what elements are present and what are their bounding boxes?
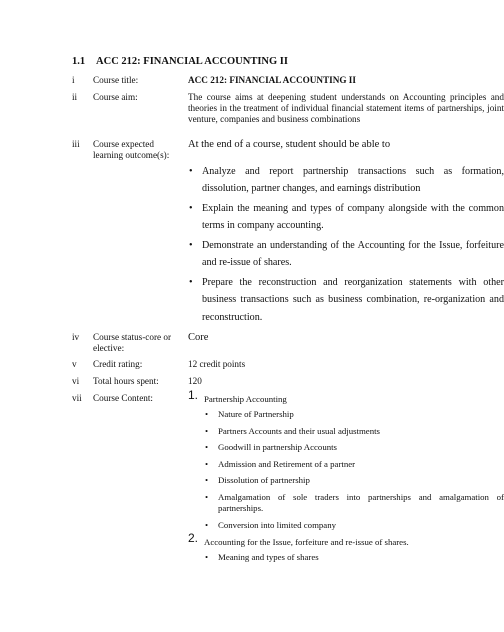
- row-label: Credit rating:: [93, 359, 143, 369]
- row-label: Course aim:: [93, 92, 138, 102]
- total-hours-value: 120: [188, 376, 202, 386]
- row-number: vi: [72, 376, 80, 386]
- section-title: ACC 212: FINANCIAL ACCOUNTING II: [96, 56, 288, 67]
- content-item-title: Partnership Accounting: [204, 394, 287, 404]
- credit-rating-value: 12 credit points: [188, 359, 246, 369]
- row-number: v: [72, 359, 77, 369]
- content-item-number: 1.: [188, 388, 199, 402]
- row-label: Course title:: [93, 75, 139, 85]
- content-list: [188, 388, 504, 563]
- course-title-value: ACC 212: FINANCIAL ACCOUNTING II: [188, 75, 356, 85]
- list-item: • Partners Accounts and their usual adjustments: [204, 426, 504, 437]
- list-item: • Nature of Partnership: [204, 409, 504, 420]
- content-item-title: Accounting for the Issue, forfeiture and re-issue of shares.: [204, 537, 409, 548]
- list-item: • Admission and Retirement of a partner: [204, 459, 504, 470]
- row-number: iii: [72, 139, 80, 149]
- content-sublist: [204, 409, 504, 531]
- content-item: [188, 388, 504, 531]
- outcomes-intro: At the end of a course, student should be able to: [188, 139, 391, 150]
- row-label: Course expected learning outcome(s):: [93, 139, 170, 160]
- list-item: • Conversion into limited company: [204, 520, 504, 531]
- section-heading: [72, 56, 288, 67]
- course-aim-value: The course aims at deepening student understands on Accounting principles and theories in the treatment of individual financial statement items of partnerships, joint venture, companies and business combinations: [188, 92, 504, 124]
- list-item: • Amalgamation of sole traders into partnerships and amalgamation of partnerships.: [204, 492, 504, 514]
- row-label: Course status-core or elective:: [93, 332, 172, 353]
- content-item-number: 2.: [188, 531, 199, 546]
- content-sublist: [204, 552, 504, 563]
- row-number: iv: [72, 332, 80, 342]
- list-item: • Analyze and report partnership transactions such as formation, dissolution, partner changes, and earnings distribution: [188, 163, 504, 198]
- section-number: 1.1: [72, 56, 86, 67]
- outcomes-list: [188, 163, 504, 327]
- learning-outcomes-value: [188, 139, 504, 328]
- row-number: vii: [72, 393, 82, 403]
- list-item: • Explain the meaning and types of company alongside with the common terms in company accounting.: [188, 200, 504, 235]
- row-label: Course Content:: [93, 393, 153, 403]
- course-status-value: Core: [188, 332, 209, 343]
- content-item: [188, 531, 504, 563]
- list-item: • Dissolution of partnership: [204, 475, 504, 486]
- row-number: ii: [72, 92, 78, 102]
- row-number: i: [72, 75, 75, 85]
- list-item: • Goodwill in partnership Accounts: [204, 442, 504, 453]
- course-content-value: [188, 388, 504, 569]
- row-label: Total hours spent:: [93, 376, 159, 386]
- list-item: • Demonstrate an understanding of the Accounting for the Issue, forfeiture and re-issue of shares.: [188, 237, 504, 272]
- list-item: • Meaning and types of shares: [204, 552, 504, 563]
- list-item: • Prepare the reconstruction and reorganization statements with other business transactions such as business combination, re-organization and reconstruction.: [188, 274, 504, 327]
